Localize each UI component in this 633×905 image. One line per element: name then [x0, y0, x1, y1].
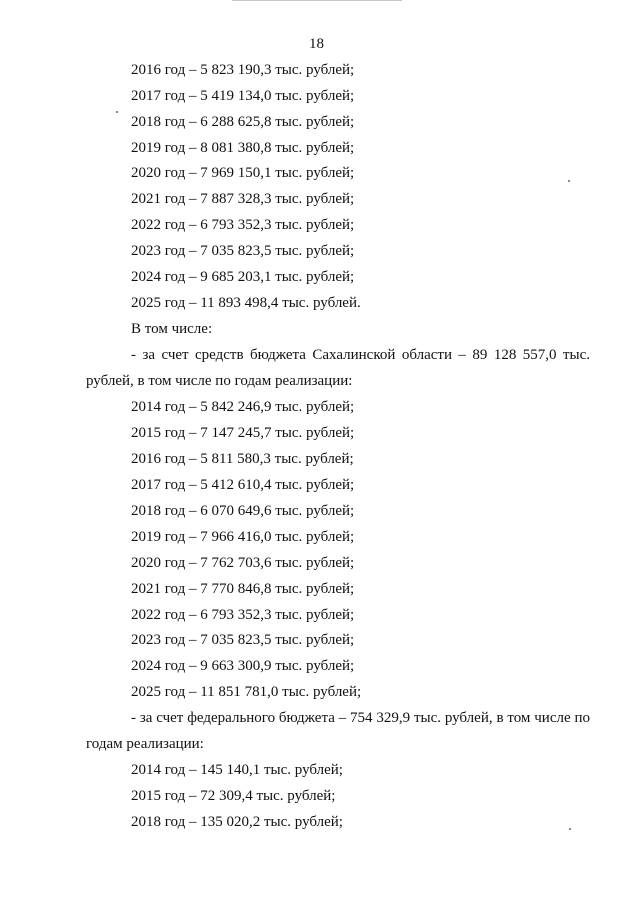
- scan-speck: [568, 180, 570, 182]
- year-amount-line: 2022 год – 6 793 352,3 тыс. рублей;: [131, 217, 355, 233]
- year-amount-line: 2019 год – 7 966 416,0 тыс. рублей;: [131, 529, 355, 545]
- in-that-number-heading: В том числе:: [131, 321, 213, 337]
- regional-budget-line-2: рублей, в том числе по годам реализации:: [86, 373, 353, 389]
- year-amount-line: 2021 год – 7 770 846,8 тыс. рублей;: [131, 581, 355, 597]
- regional-budget-line-1: - за счет средств бюджета Сахалинской области – 89 128 557,0 тыс.: [131, 347, 590, 363]
- year-amount-line: 2018 год – 6 288 625,8 тыс. рублей;: [131, 114, 355, 130]
- year-amount-line: 2015 год – 7 147 245,7 тыс. рублей;: [131, 425, 355, 441]
- year-amount-line: 2017 год – 5 412 610,4 тыс. рублей;: [131, 477, 355, 493]
- year-amount-line: 2024 год – 9 663 300,9 тыс. рублей;: [131, 658, 355, 674]
- year-amount-line: 2022 год – 6 793 352,3 тыс. рублей;: [131, 607, 355, 623]
- year-amount-line: 2015 год – 72 309,4 тыс. рублей;: [131, 788, 336, 804]
- year-amount-line: 2023 год – 7 035 823,5 тыс. рублей;: [131, 243, 355, 259]
- year-amount-line: 2025 год – 11 851 781,0 тыс. рублей;: [131, 684, 362, 700]
- year-amount-line: 2024 год – 9 685 203,1 тыс. рублей;: [131, 269, 355, 285]
- year-amount-line: 2016 год – 5 823 190,3 тыс. рублей;: [131, 62, 355, 78]
- year-amount-line: 2020 год – 7 762 703,6 тыс. рублей;: [131, 555, 355, 571]
- year-amount-line: 2025 год – 11 893 498,4 тыс. рублей.: [131, 295, 361, 311]
- year-amount-line: 2017 год – 5 419 134,0 тыс. рублей;: [131, 88, 355, 104]
- scan-speck: [116, 111, 118, 113]
- year-amount-line: 2014 год – 5 842 246,9 тыс. рублей;: [131, 399, 355, 415]
- year-amount-line: 2016 год – 5 811 580,3 тыс. рублей;: [131, 451, 354, 467]
- year-amount-line: 2021 год – 7 887 328,3 тыс. рублей;: [131, 191, 355, 207]
- page-number: 18: [309, 36, 324, 52]
- scan-speck: [569, 828, 571, 830]
- year-amount-line: 2018 год – 135 020,2 тыс. рублей;: [131, 814, 343, 830]
- scan-edge-line: [232, 0, 402, 1]
- year-amount-line: 2018 год – 6 070 649,6 тыс. рублей;: [131, 503, 355, 519]
- federal-budget-line-2: годам реализации:: [86, 736, 204, 752]
- year-amount-line: 2019 год – 8 081 380,8 тыс. рублей;: [131, 140, 355, 156]
- year-amount-line: 2014 год – 145 140,1 тыс. рублей;: [131, 762, 343, 778]
- federal-budget-line-1: - за счет федерального бюджета – 754 329,9 тыс. рублей, в том числе по: [131, 710, 590, 726]
- year-amount-line: 2023 год – 7 035 823,5 тыс. рублей;: [131, 632, 355, 648]
- year-amount-line: 2020 год – 7 969 150,1 тыс. рублей;: [131, 165, 355, 181]
